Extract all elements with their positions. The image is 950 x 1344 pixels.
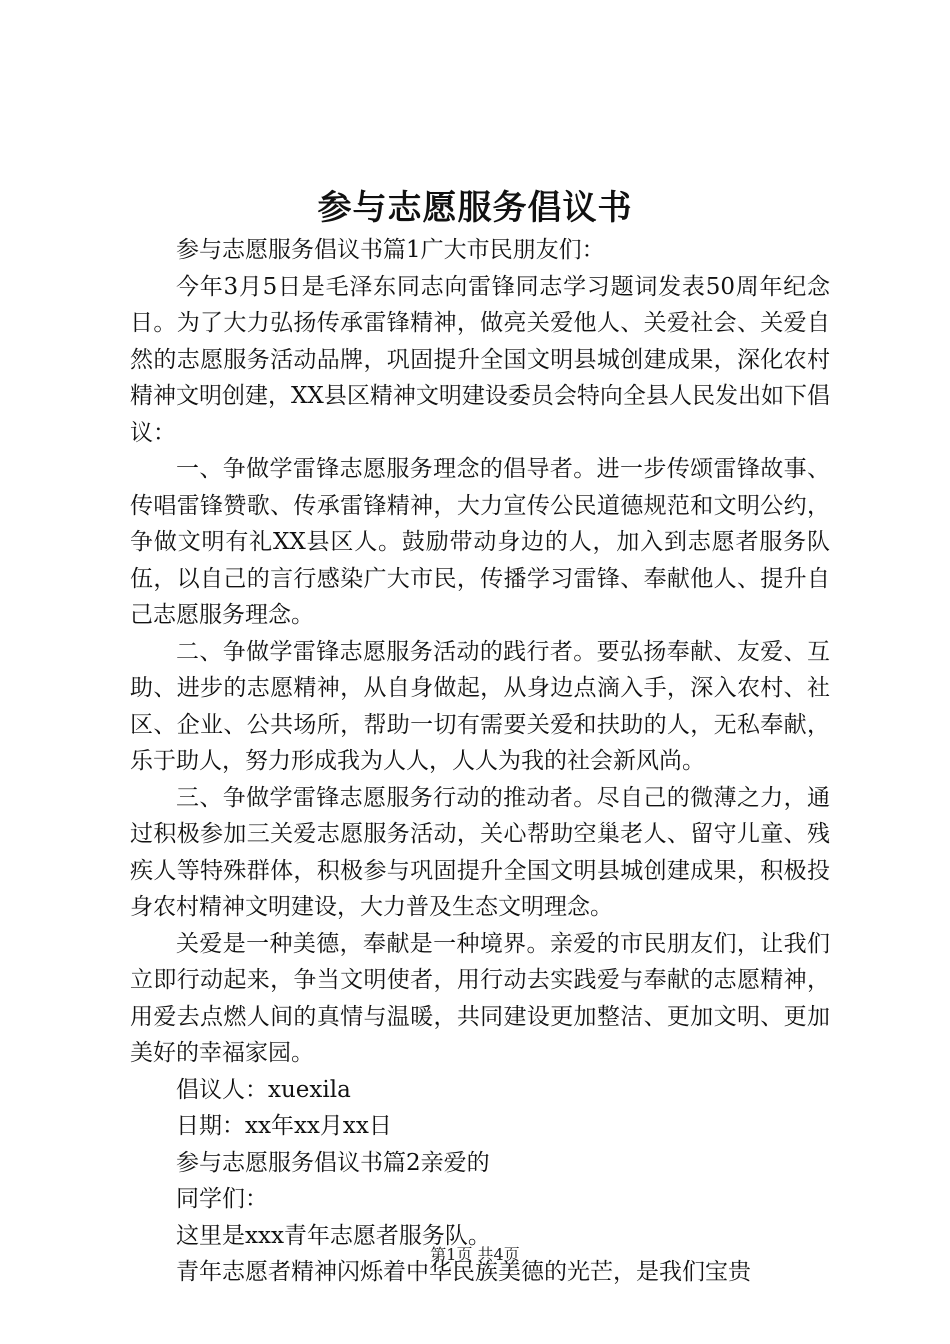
proposer-line: 倡议人：xuexila xyxy=(176,1076,351,1103)
page-footer: 第1页 共4页 xyxy=(430,1245,520,1264)
team-line: 这里是xxx青年志愿者服务队。 xyxy=(176,1222,491,1249)
paragraph-background: 今年3月5日是毛泽东同志向雷锋同志学习题词发表50周年纪念日。为了大力弘扬传承雷锋精神，做亮关爱他人、关爱社会、关爱自然的志愿服务活动品牌，巩固提升全国文明县城创建成果，深化农村精神文明创建，XX县区精神文明建设委员会特向全县人民发出如下倡议： xyxy=(130,273,830,446)
paragraph-proposal-three: 三、争做学雷锋志愿服务行动的推动者。尽自己的微薄之力，通过积极参加三关爱志愿服务活动，关心帮助空巢老人、留守儿童、残疾人等特殊群体，积极参与巩固提升全国文明县城创建成果，积极投身农村精神文明建设，大力普及生态文明理念。 xyxy=(130,784,830,920)
paragraph-volunteer-spirit: 青年志愿者精神闪烁着中华民族美德的光芒，是我们宝贵 xyxy=(176,1259,751,1285)
paragraph-intro: 参与志愿服务倡议书篇1广大市民朋友们： xyxy=(176,237,605,263)
paragraph-closing: 关爱是一种美德，奉献是一种境界。亲爱的市民朋友们，让我们立即行动起来，争当文明使者，用行动去实践爱与奉献的志愿精神，用爱去点燃人间的真情与温暖，共同建设更加整洁、更加文明、更加美好的幸福家园。 xyxy=(130,930,830,1066)
date-line: 日期：xx年xx月xx日 xyxy=(176,1113,392,1139)
paragraph-proposal-two: 二、争做学雷锋志愿服务活动的践行者。要弘扬奉献、友爱、互助、进步的志愿精神，从自身做起，从身边点滴入手，深入农村、社区、企业、公共场所，帮助一切有需要关爱和扶助的人，无私奉献，乐于助人，努力形成我为人人，人人为我的社会新风尚。 xyxy=(130,638,830,774)
section-two-heading: 参与志愿服务倡议书篇2亲爱的 xyxy=(176,1149,490,1176)
document-title: 参与志愿服务倡议书 xyxy=(317,188,633,228)
document-body xyxy=(130,232,830,1291)
paragraph-proposal-one: 一、争做学雷锋志愿服务理念的倡导者。进一步传颂雷锋故事、传唱雷锋赞歌、传承雷锋精神，大力宣传公民道德规范和文明公约，争做文明有礼XX县区人。鼓励带动身边的人，加入到志愿者服务队伍，以自己的言行感染广大市民，传播学习雷锋、奉献他人、提升自己志愿服务理念。 xyxy=(130,456,830,628)
greeting-line: 同学们： xyxy=(176,1186,268,1212)
